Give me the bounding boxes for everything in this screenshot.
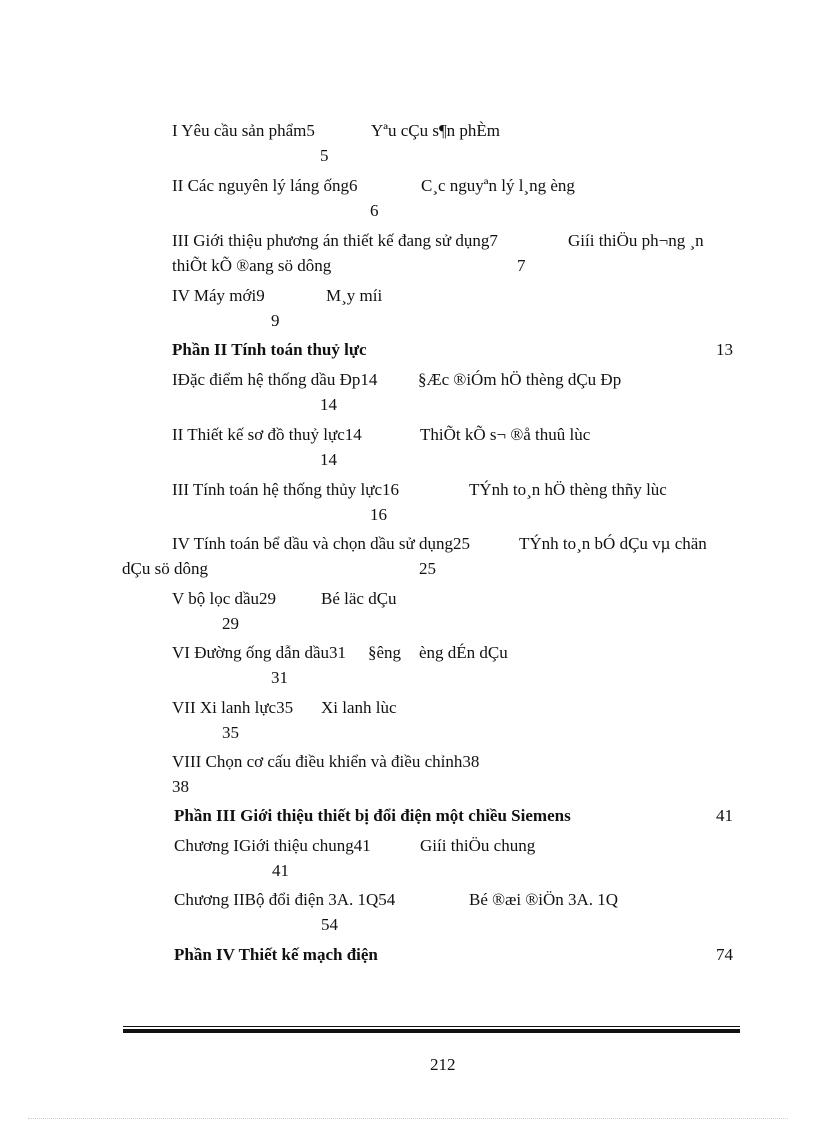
toc-entry-page: 29 [222, 614, 239, 633]
toc-entry-page: 54 [321, 915, 338, 934]
toc-entry-garbled: §êng [368, 643, 402, 662]
toc-entry-page: 7 [517, 256, 526, 275]
footer-rule-thin [123, 1026, 740, 1027]
toc-entry-garbled: Yªu cÇu s¶n phÈm [371, 121, 501, 140]
toc-entry-label: IV Máy mới9 [172, 286, 265, 305]
toc-section-page: 13 [716, 340, 733, 359]
toc-entry-garbled-cont: dÇu sö dông [122, 559, 208, 578]
toc-entry-label: VI Đường ống dẫn dầu31 [172, 643, 347, 662]
toc-entry-garbled: Giíi thiÖu ph¬ng ¸n [568, 231, 704, 250]
toc-section-page: 74 [716, 945, 733, 964]
toc-entry-label: II Thiết kế sơ đồ thuỷ lực14 [172, 425, 362, 444]
toc-entry-page: 16 [370, 505, 387, 524]
toc-section-page: 41 [716, 806, 733, 825]
toc-entry-garbled-cont: èng dÉn dÇu [419, 643, 508, 662]
toc-entry-label: VII Xi lanh lực35 [172, 698, 294, 717]
footer-rule-thick [123, 1029, 740, 1033]
toc-entry-page: 38 [172, 777, 189, 796]
toc-entry-label: IĐặc điểm hệ thống dầu Đp14 [172, 370, 378, 389]
toc-entry-page: 41 [272, 861, 289, 880]
toc-entry-page: 25 [419, 559, 436, 578]
toc-entry-label: III Giới thiệu phương án thiết kế đang sử dụng7 [172, 231, 498, 250]
toc-entry-page: 5 [320, 146, 329, 165]
toc-entry-page: 6 [370, 201, 379, 220]
toc-entry-label: I Yêu cầu sản phẩm5 [172, 121, 315, 140]
toc-entry-garbled: Bé läc dÇu [321, 589, 397, 608]
page-number: 212 [430, 1055, 456, 1074]
toc-entry-garbled: M¸y míi [326, 286, 383, 305]
toc-entry-garbled: Bé ®æi ®iÖn 3A. 1Q [469, 890, 619, 909]
toc-entry-garbled: TÝnh to¸n hÖ thèng thñy lùc [469, 480, 667, 499]
toc-entry-label: III Tính toán hệ thống thủy lực16 [172, 480, 400, 499]
toc-entry-page: 31 [271, 668, 288, 687]
toc-entry-garbled: §Æc ®iÓm hÖ thèng dÇu Ðp [418, 370, 622, 389]
toc-entry-garbled: Giíi thiÖu chung [420, 836, 536, 855]
toc-entry-garbled-cont: thiÕt kÕ ®ang sö dông [172, 256, 332, 275]
toc-entry-garbled: ThiÕt kÕ s¬ ®å thuû lùc [420, 425, 591, 444]
toc-entry-label: Chương IIBộ đổi điện 3A. 1Q54 [174, 890, 396, 909]
toc-entry-page: 14 [320, 450, 337, 469]
toc-entry-garbled: TÝnh to¸n bÓ dÇu vµ chän [519, 534, 707, 553]
toc-section-heading: Phần IV Thiết kế mạch điện [174, 945, 378, 964]
toc-entry-garbled: Xi lanh lùc [321, 698, 397, 717]
toc-entry-page: 14 [320, 395, 337, 414]
toc-entry-label: VIII Chọn cơ cấu điều khiển và điều chỉnh38 [172, 752, 480, 771]
toc-entry-label: II Các nguyên lý láng ống6 [172, 176, 358, 195]
toc-entry-label: Chương IGiới thiệu chung41 [174, 836, 371, 855]
page-bottom-dotted-border [28, 1118, 788, 1119]
toc-section-heading: Phần II Tính toán thuỷ lực [172, 340, 367, 359]
toc-section-heading: Phần III Giới thiệu thiết bị đổi điện một chiều Siemens [174, 806, 571, 825]
toc-entry-garbled: C¸c nguyªn lý l¸ng èng [421, 176, 575, 195]
toc-entry-label: IV Tính toán bể dầu và chọn dầu sử dụng25 [172, 534, 471, 553]
toc-entry-page: 9 [271, 311, 280, 330]
toc-entry-label: V bộ lọc dầu29 [172, 589, 277, 608]
toc-entry-page: 35 [222, 723, 239, 742]
